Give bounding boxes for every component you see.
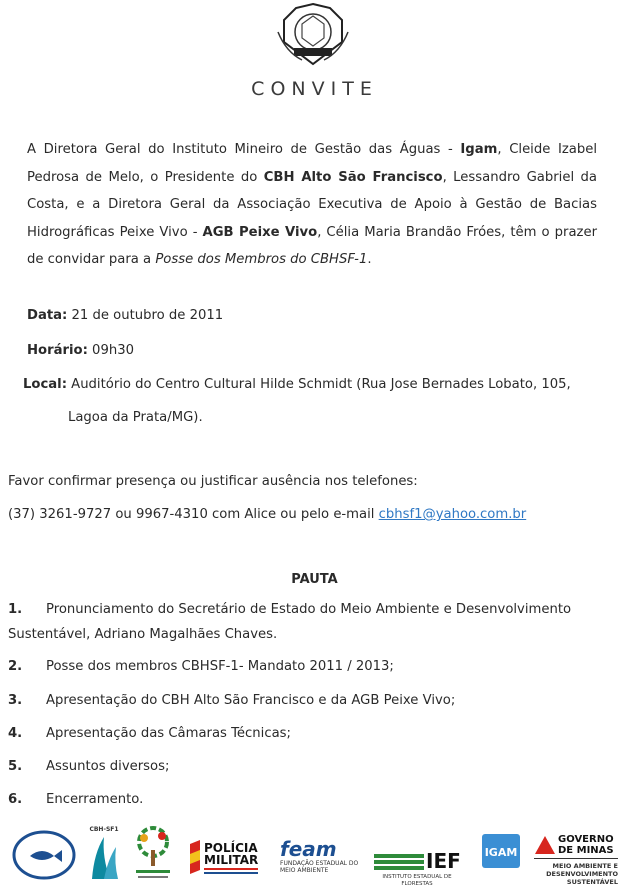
list-item: 3. Apresentação do CBH Alto São Francisco e da AGB Peixe Vivo;: [8, 693, 456, 708]
feam-logo: feam FUNDAÇÃO ESTADUAL DO MEIO AMBIENTE: [280, 837, 359, 874]
page-title: CONVITE: [251, 78, 378, 100]
event-date: Data: 21 de outubro de 2011: [27, 308, 224, 323]
list-item: 5. Assuntos diversos;: [8, 759, 170, 774]
pauta-title: PAUTA: [291, 572, 338, 587]
event-location: Local: Auditório do Centro Cultural Hilde Schmidt (Rua Jose Bernades Lobato, 105,: [23, 377, 571, 392]
ief-logo: IEF INSTITUTO ESTADUAL DE FLORESTAS: [374, 850, 460, 882]
list-item: 6. Encerramento.: [8, 792, 144, 807]
agb-peixe-vivo-logo: [12, 830, 76, 880]
coat-of-arms-icon: [272, 2, 354, 68]
igam-logo: IGAM: [476, 834, 526, 882]
cbhsf1-logo: CBH-SF1: [86, 826, 122, 884]
list-item: 4. Apresentação das Câmaras Técnicas;: [8, 726, 291, 741]
event-location-line2: Lagoa da Prata/MG).: [68, 410, 203, 425]
governo-de-minas-logo: GOVERNO DE MINAS MEIO AMBIENTE E DESENVOLVIMENTO SUSTENTÁVEL: [534, 832, 620, 892]
list-item: 2. Posse dos membros CBHSF-1- Mandato 2011 / 2013;: [8, 659, 394, 674]
event-time: Horário: 09h30: [27, 343, 134, 358]
intro-paragraph: A Diretora Geral do Instituto Mineiro de Gestão das Águas - Igam, Cleide Izabel Pedrosa de Melo, o Presidente do CBH Alto São Francisco, Lessandro Gabriel da Costa, e a Diretora Geral da Associação Executiva de Apoio à Gestão de Bacias Hidrográficas Peixe Vivo - AGB Peixe Vivo, Célia Maria Brandão Fróes, têm o prazer de convidar para a Posse dos Membros do CBHSF-1.: [27, 142, 598, 267]
tree-logo: [130, 824, 176, 884]
sponsor-logos: [0, 818, 629, 895]
list-item: 1. Pronunciamento do Secretário de Estado do Meio Ambiente e Desenvolvimento Sustentável, Adriano Magalhães Chaves.: [8, 602, 572, 642]
policia-militar-logo: POLÍCIA MILITAR: [188, 838, 260, 882]
email-link[interactable]: cbhsf1@yahoo.com.br: [378, 507, 527, 522]
rsvp-contact: (37) 3261-9727 ou 9967-4310 com Alice ou pelo e-mail cbhsf1@yahoo.com.br: [8, 507, 527, 522]
rsvp-instructions: Favor confirmar presença ou justificar ausência nos telefones:: [8, 474, 418, 489]
